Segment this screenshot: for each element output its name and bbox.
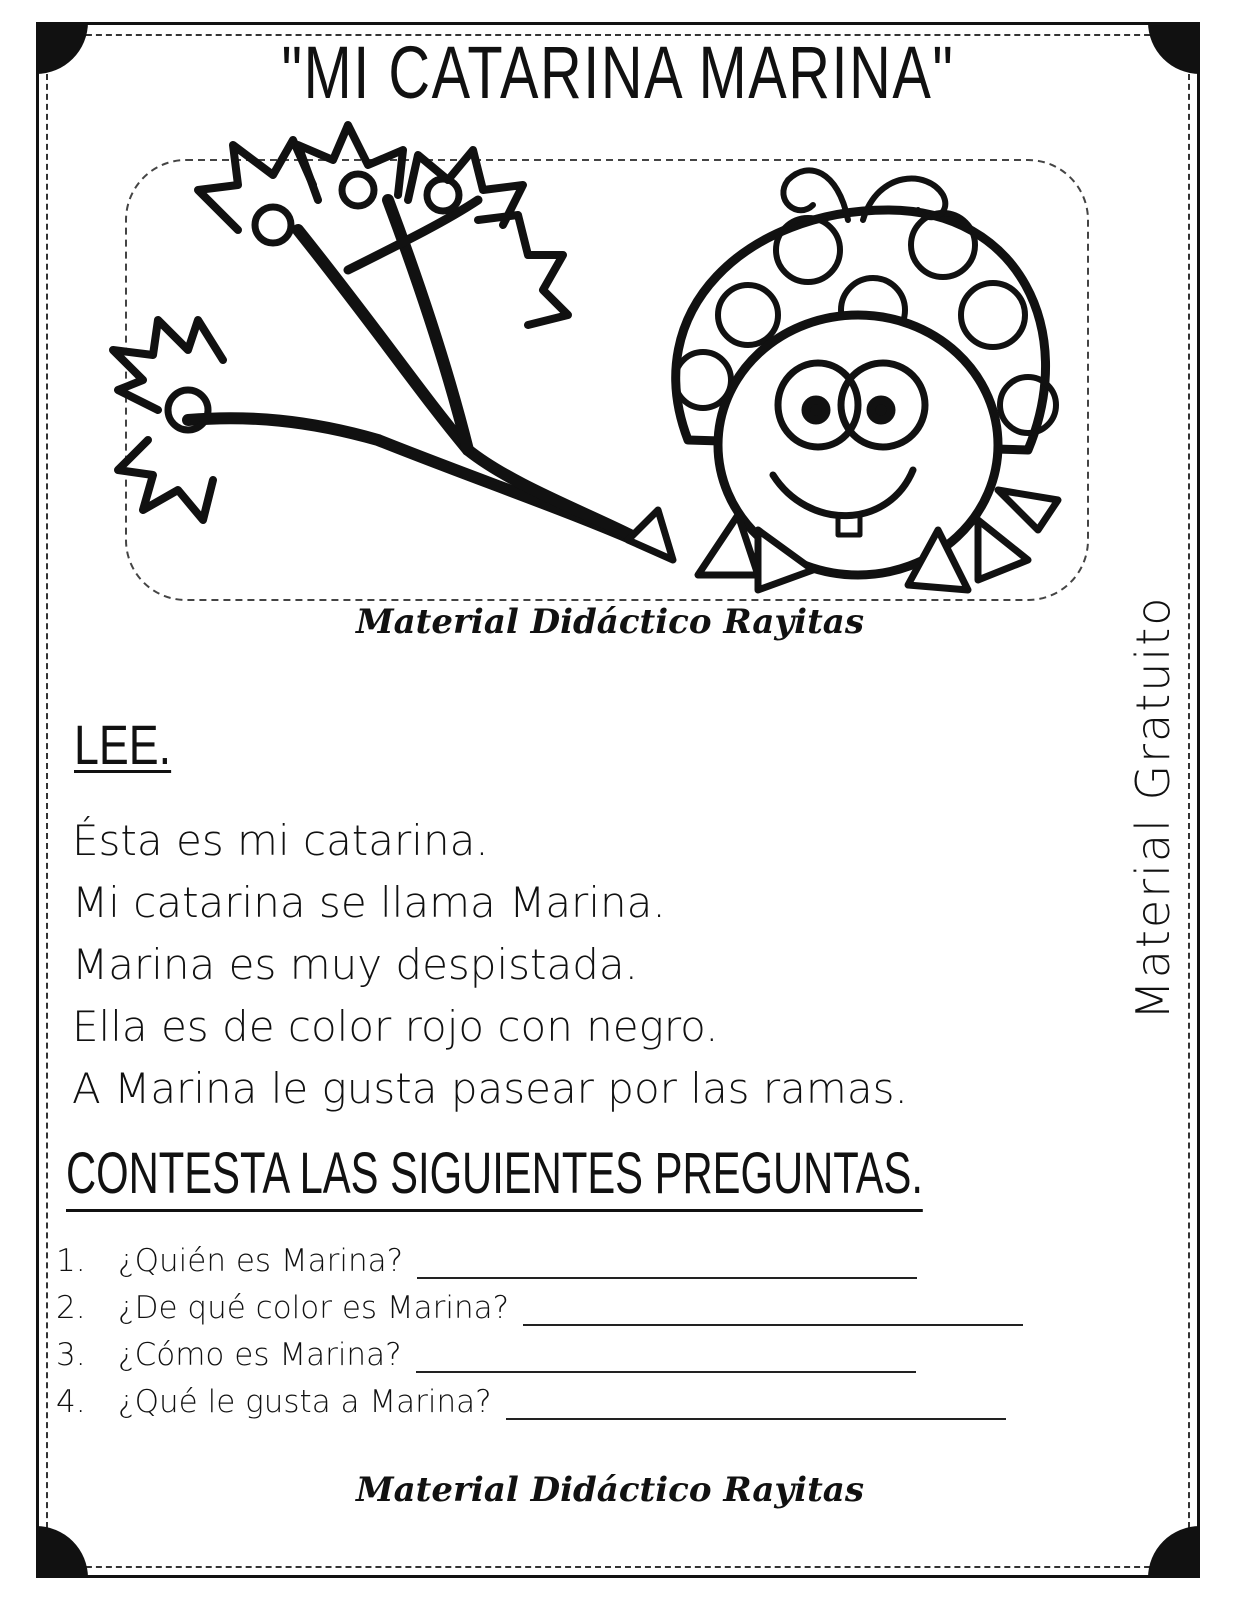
question-item (56, 1379, 1023, 1426)
page-title: "MI CATARINA MARINA" (281, 31, 955, 114)
question-text: ¿Cómo es Marina? (118, 1337, 402, 1373)
question-number: 4. (56, 1384, 86, 1420)
question-item (56, 1285, 1023, 1332)
answer-line[interactable] (416, 1370, 916, 1373)
reading-line: A Marina le gusta pasear por las ramas. (72, 1064, 908, 1113)
brand-label: Material Didáctico Rayitas (356, 1470, 864, 1510)
reading-line: Ella es de color rojo con negro. (72, 1002, 719, 1051)
illustration (48, 110, 1108, 620)
reading-text (72, 810, 908, 1120)
questions-heading: CONTESTA LAS SIGUIENTES PREGUNTAS. (66, 1140, 923, 1212)
reading-line: Ésta es mi catarina. (72, 816, 489, 865)
reading-line: Marina es muy despistada. (72, 940, 638, 989)
question-number: 2. (56, 1290, 86, 1326)
ladybug-icon (628, 170, 1058, 590)
answer-line[interactable] (523, 1323, 1023, 1326)
reading-heading: LEE. (74, 713, 172, 776)
question-text: ¿Quién es Marina? (118, 1243, 404, 1279)
brand-label: Material Didáctico Rayitas (356, 602, 864, 642)
reading-line: Mi catarina se llama Marina. (72, 878, 666, 927)
question-text: ¿De qué color es Marina? (118, 1290, 510, 1326)
question-number: 3. (56, 1337, 86, 1373)
question-list (56, 1238, 1023, 1426)
side-label: Material Gratuito (1126, 595, 1180, 1020)
answer-line[interactable] (506, 1417, 1006, 1420)
question-number: 1. (56, 1243, 86, 1279)
question-text: ¿Qué le gusta a Marina? (118, 1384, 492, 1420)
question-item (56, 1332, 1023, 1379)
tree-branch-icon (113, 125, 658, 550)
question-item (56, 1238, 1023, 1285)
answer-line[interactable] (417, 1276, 917, 1279)
